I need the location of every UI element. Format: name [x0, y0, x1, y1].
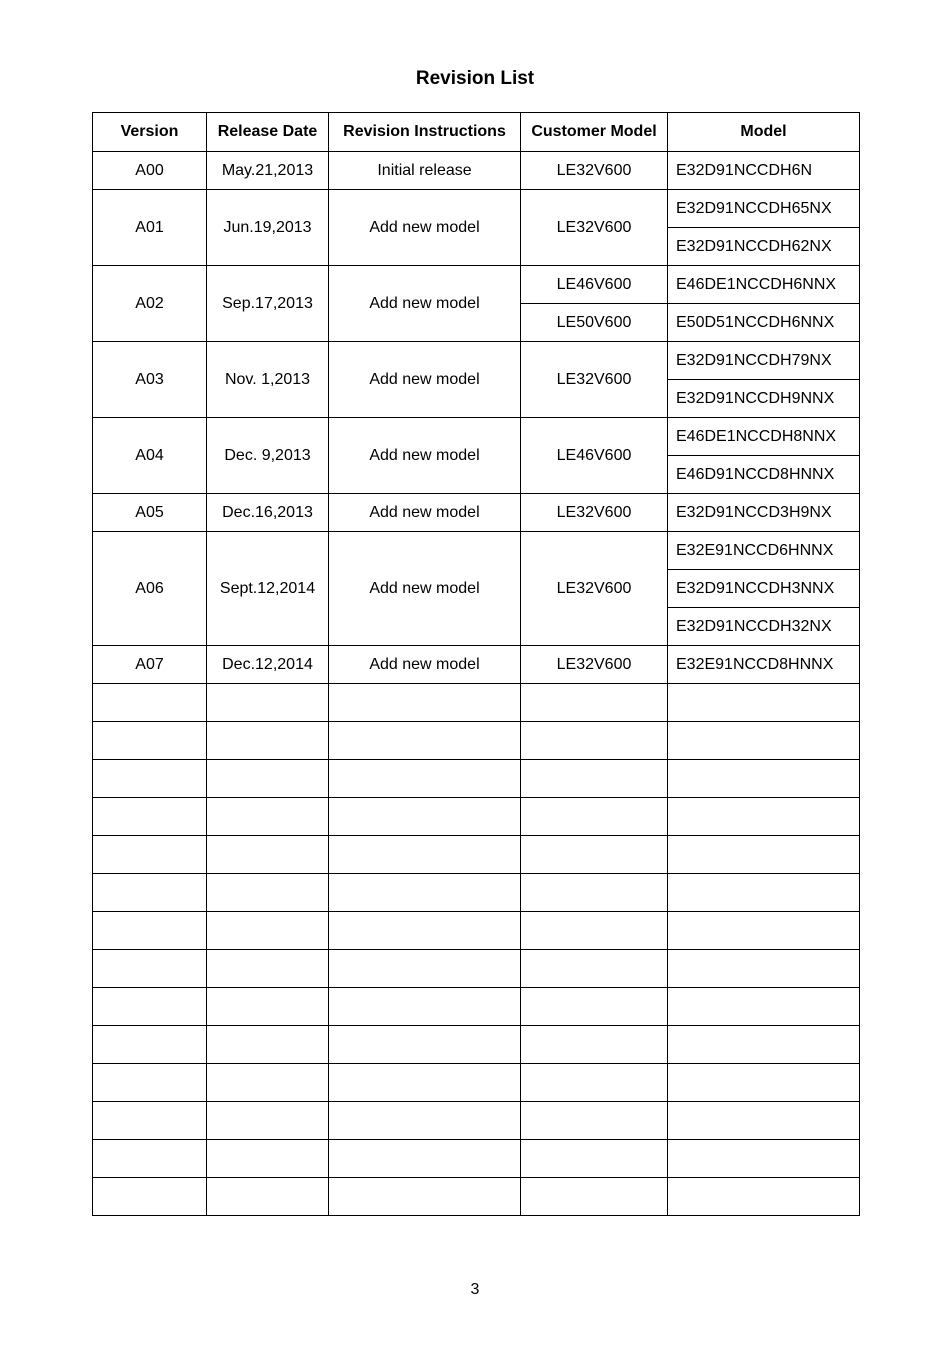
- revision-instructions-cell: Add new model: [329, 532, 521, 646]
- empty-cell: [207, 874, 329, 912]
- table-header-row: [93, 113, 860, 152]
- release-date-cell: Dec.16,2013: [207, 494, 329, 532]
- empty-cell: [207, 950, 329, 988]
- empty-table-row: [93, 874, 860, 912]
- empty-table-row: [93, 798, 860, 836]
- empty-cell: [668, 1178, 860, 1216]
- table-row: [93, 494, 860, 532]
- empty-cell: [329, 684, 521, 722]
- version-cell: A00: [93, 152, 207, 190]
- empty-cell: [207, 836, 329, 874]
- empty-cell: [93, 1102, 207, 1140]
- revision-instructions-cell: Add new model: [329, 266, 521, 342]
- empty-cell: [521, 950, 668, 988]
- empty-cell: [93, 950, 207, 988]
- empty-cell: [329, 1026, 521, 1064]
- customer-model-cell: LE32V600: [521, 494, 668, 532]
- empty-cell: [668, 1064, 860, 1102]
- empty-cell: [93, 722, 207, 760]
- empty-cell: [329, 798, 521, 836]
- table-row: [93, 190, 860, 228]
- empty-cell: [207, 1102, 329, 1140]
- empty-cell: [668, 684, 860, 722]
- customer-model-cell: LE46V600: [521, 266, 668, 304]
- empty-cell: [207, 1026, 329, 1064]
- header-model: Model: [668, 113, 860, 152]
- revision-instructions-cell: Add new model: [329, 190, 521, 266]
- header-version: Version: [93, 113, 207, 152]
- revision-table: [92, 112, 860, 1216]
- model-cell: E32D91NCCDH79NX: [668, 342, 860, 380]
- empty-table-row: [93, 836, 860, 874]
- empty-cell: [668, 1140, 860, 1178]
- page-title: Revision List: [415, 68, 535, 89]
- empty-cell: [329, 912, 521, 950]
- header-revision-instructions: Revision Instructions: [329, 113, 521, 152]
- customer-model-cell: LE32V600: [521, 342, 668, 418]
- empty-cell: [329, 988, 521, 1026]
- revision-instructions-cell: Add new model: [329, 494, 521, 532]
- empty-cell: [207, 912, 329, 950]
- version-cell: A03: [93, 342, 207, 418]
- model-cell: E32D91NCCDH32NX: [668, 608, 860, 646]
- empty-cell: [521, 874, 668, 912]
- model-cell: E32E91NCCD8HNNX: [668, 646, 860, 684]
- empty-cell: [668, 798, 860, 836]
- release-date-cell: Sep.17,2013: [207, 266, 329, 342]
- header-customer-model: Customer Model: [521, 113, 668, 152]
- empty-table-row: [93, 722, 860, 760]
- empty-cell: [93, 760, 207, 798]
- customer-model-cell: LE32V600: [521, 532, 668, 646]
- customer-model-cell: LE32V600: [521, 646, 668, 684]
- empty-cell: [668, 836, 860, 874]
- empty-cell: [668, 912, 860, 950]
- header-release-date: Release Date: [207, 113, 329, 152]
- empty-cell: [93, 912, 207, 950]
- table-body: [93, 152, 860, 1216]
- empty-cell: [329, 760, 521, 798]
- empty-cell: [93, 836, 207, 874]
- empty-cell: [207, 760, 329, 798]
- customer-model-cell: LE46V600: [521, 418, 668, 494]
- empty-cell: [329, 1102, 521, 1140]
- empty-cell: [521, 988, 668, 1026]
- empty-cell: [668, 988, 860, 1026]
- model-cell: E46DE1NCCDH8NNX: [668, 418, 860, 456]
- empty-cell: [93, 1140, 207, 1178]
- version-cell: A01: [93, 190, 207, 266]
- version-cell: A06: [93, 532, 207, 646]
- model-cell: E32D91NCCDH65NX: [668, 190, 860, 228]
- table-row: [93, 342, 860, 380]
- empty-cell: [668, 1102, 860, 1140]
- empty-cell: [93, 988, 207, 1026]
- empty-cell: [93, 1178, 207, 1216]
- empty-cell: [207, 988, 329, 1026]
- empty-table-row: [93, 684, 860, 722]
- empty-cell: [207, 684, 329, 722]
- empty-cell: [668, 1026, 860, 1064]
- customer-model-cell: LE32V600: [521, 190, 668, 266]
- revision-instructions-cell: Add new model: [329, 418, 521, 494]
- empty-cell: [329, 1064, 521, 1102]
- empty-cell: [329, 1140, 521, 1178]
- release-date-cell: Dec.12,2014: [207, 646, 329, 684]
- page-number: 3: [470, 1281, 480, 1298]
- model-cell: E32E91NCCD6HNNX: [668, 532, 860, 570]
- empty-cell: [521, 912, 668, 950]
- version-cell: A05: [93, 494, 207, 532]
- empty-cell: [329, 1178, 521, 1216]
- empty-cell: [93, 1026, 207, 1064]
- model-cell: E32D91NCCDH3NNX: [668, 570, 860, 608]
- empty-table-row: [93, 1102, 860, 1140]
- customer-model-cell: LE50V600: [521, 304, 668, 342]
- empty-cell: [329, 874, 521, 912]
- empty-cell: [521, 836, 668, 874]
- empty-cell: [521, 1026, 668, 1064]
- table-row: [93, 266, 860, 304]
- empty-cell: [93, 1064, 207, 1102]
- empty-table-row: [93, 1026, 860, 1064]
- model-cell: E32D91NCCDH62NX: [668, 228, 860, 266]
- model-cell: E32D91NCCDH6N: [668, 152, 860, 190]
- empty-cell: [521, 684, 668, 722]
- empty-table-row: [93, 950, 860, 988]
- empty-cell: [521, 722, 668, 760]
- empty-cell: [668, 874, 860, 912]
- empty-cell: [521, 798, 668, 836]
- empty-cell: [521, 1064, 668, 1102]
- empty-cell: [93, 874, 207, 912]
- empty-table-row: [93, 760, 860, 798]
- empty-table-row: [93, 1140, 860, 1178]
- customer-model-cell: LE32V600: [521, 152, 668, 190]
- empty-cell: [207, 1178, 329, 1216]
- model-cell: E32D91NCCDH9NNX: [668, 380, 860, 418]
- table-row: [93, 646, 860, 684]
- empty-cell: [521, 1140, 668, 1178]
- empty-cell: [329, 722, 521, 760]
- model-cell: E46D91NCCD8HNNX: [668, 456, 860, 494]
- empty-table-row: [93, 988, 860, 1026]
- version-cell: A04: [93, 418, 207, 494]
- empty-cell: [207, 1064, 329, 1102]
- empty-cell: [207, 1140, 329, 1178]
- version-cell: A07: [93, 646, 207, 684]
- empty-cell: [668, 722, 860, 760]
- empty-table-row: [93, 912, 860, 950]
- release-date-cell: Dec. 9,2013: [207, 418, 329, 494]
- empty-cell: [521, 1178, 668, 1216]
- release-date-cell: Jun.19,2013: [207, 190, 329, 266]
- empty-cell: [668, 950, 860, 988]
- revision-instructions-cell: Add new model: [329, 342, 521, 418]
- table-row: [93, 152, 860, 190]
- table-row: [93, 418, 860, 456]
- empty-cell: [207, 722, 329, 760]
- empty-cell: [93, 684, 207, 722]
- empty-cell: [668, 760, 860, 798]
- model-cell: E46DE1NCCDH6NNX: [668, 266, 860, 304]
- release-date-cell: Sept.12,2014: [207, 532, 329, 646]
- empty-cell: [521, 1102, 668, 1140]
- model-cell: E50D51NCCDH6NNX: [668, 304, 860, 342]
- empty-cell: [329, 950, 521, 988]
- table-row: [93, 532, 860, 570]
- revision-instructions-cell: Add new model: [329, 646, 521, 684]
- revision-instructions-cell: Initial release: [329, 152, 521, 190]
- empty-table-row: [93, 1064, 860, 1102]
- release-date-cell: May.21,2013: [207, 152, 329, 190]
- empty-cell: [207, 798, 329, 836]
- empty-table-row: [93, 1178, 860, 1216]
- empty-cell: [521, 760, 668, 798]
- version-cell: A02: [93, 266, 207, 342]
- release-date-cell: Nov. 1,2013: [207, 342, 329, 418]
- model-cell: E32D91NCCD3H9NX: [668, 494, 860, 532]
- empty-cell: [329, 836, 521, 874]
- empty-cell: [93, 798, 207, 836]
